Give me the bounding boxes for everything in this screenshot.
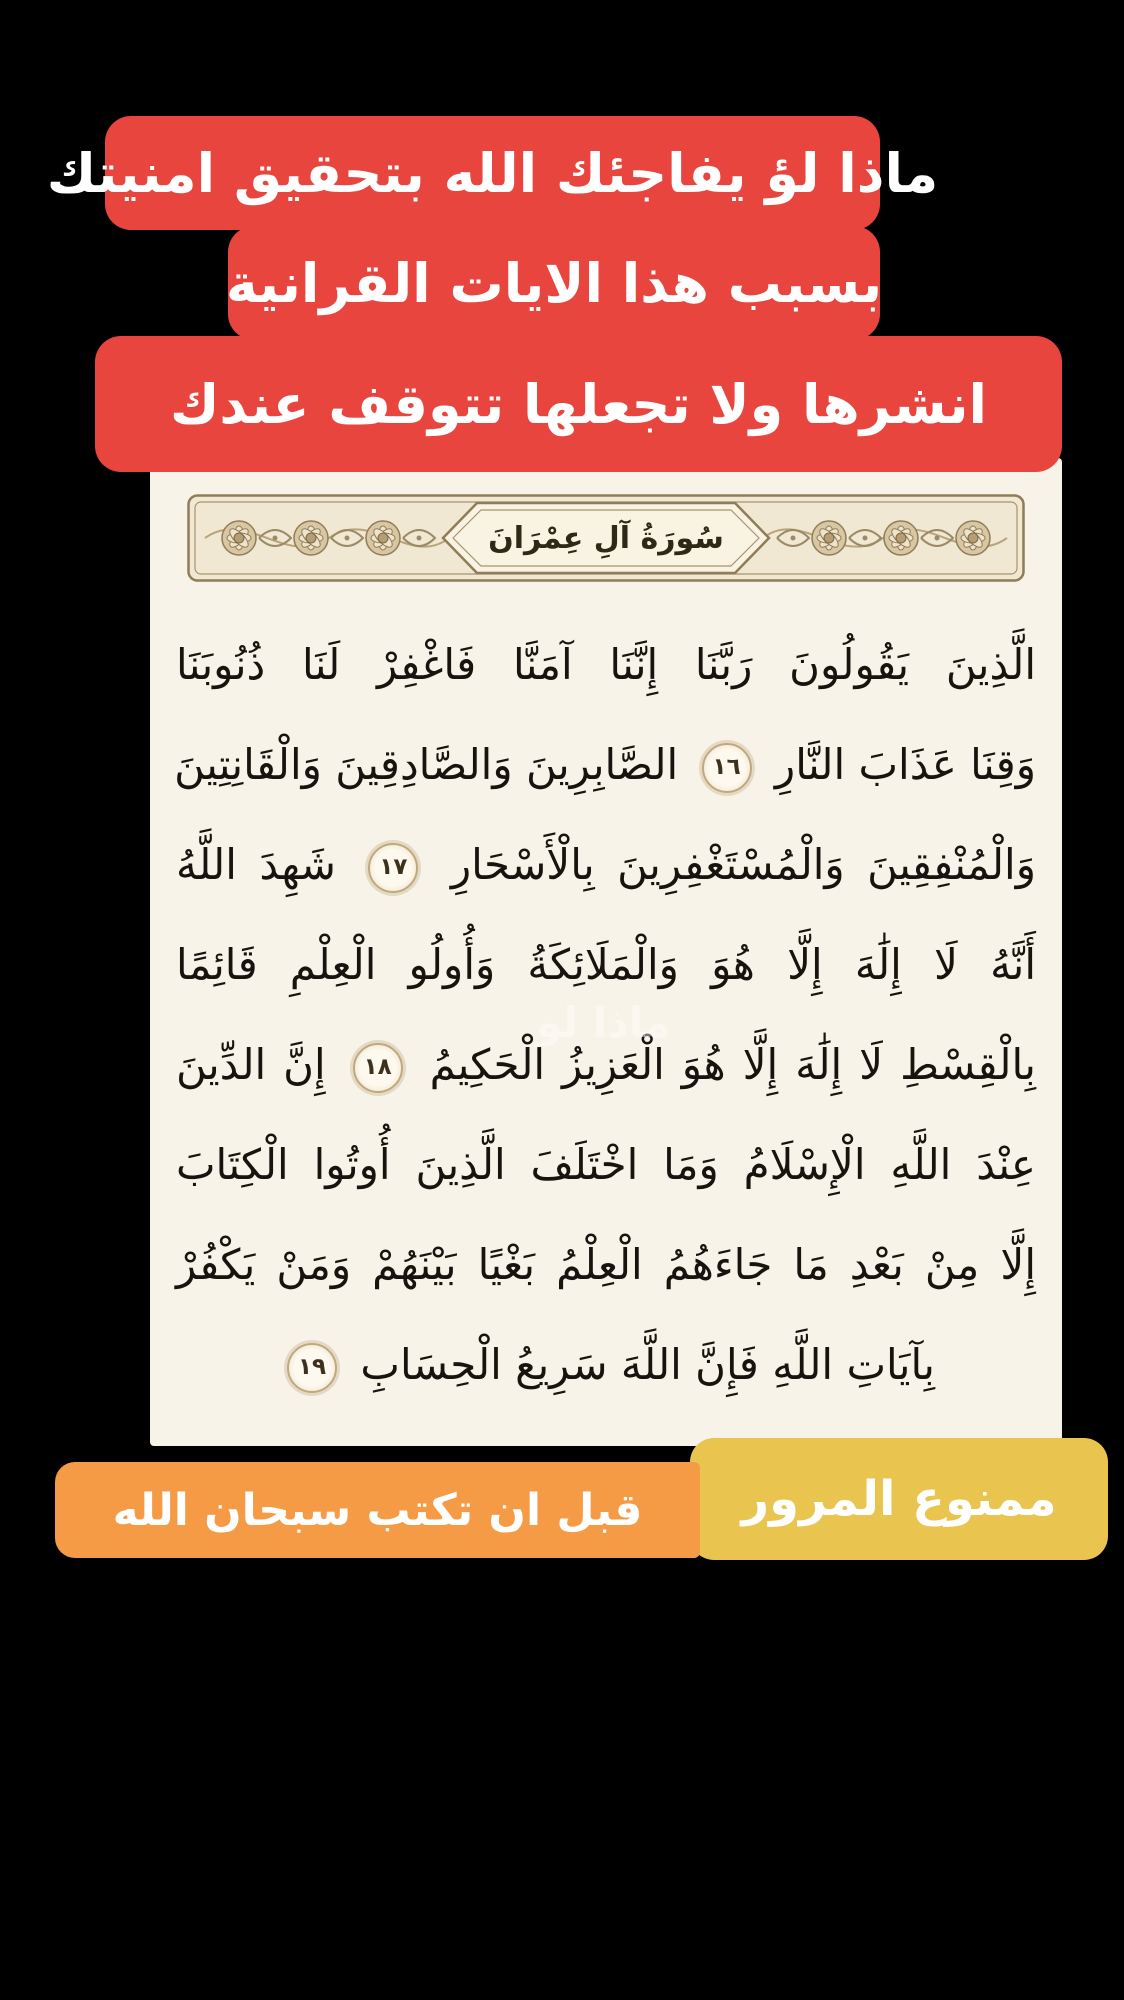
verse-text: وَالْمُنْفِقِينَ وَالْمُسْتَغْفِرِينَ بِالْأَسْحَارِ bbox=[450, 840, 1036, 889]
watermark-text: ماذا لو bbox=[536, 998, 671, 1047]
top-caption-line-1: ماذا لؤ يفاجئك الله بتحقيق امنيتك bbox=[105, 116, 880, 230]
ayah-number-marker: ١٦ bbox=[702, 743, 752, 793]
verse-text: الصَّابِرِينَ وَالصَّادِقِينَ وَالْقَانِتِينَ bbox=[174, 740, 679, 789]
ayah-number-marker: ١٨ bbox=[353, 1043, 403, 1093]
quran-line bbox=[176, 1215, 1036, 1315]
verse-text: وَقِنَا عَذَابَ النَّارِ bbox=[774, 740, 1036, 789]
quran-line bbox=[176, 715, 1036, 815]
ayah-number-marker: ١٧ bbox=[368, 843, 418, 893]
quran-line bbox=[176, 1315, 1036, 1415]
verse-text: عِنْدَ اللَّهِ الْإِسْلَامُ وَمَا اخْتَلَفَ الَّذِينَ أُوتُوا الْكِتَابَ bbox=[176, 1140, 1036, 1189]
verse-text: بِالْقِسْطِ لَا إِلَٰهَ إِلَّا هُوَ الْعَزِيزُ الْحَكِيمُ bbox=[429, 1040, 1036, 1089]
top-caption-line-2: بسبب هذا الايات القرانية bbox=[228, 226, 880, 340]
surah-title: سُورَةُ آلِ عِمْرَانَ bbox=[488, 520, 724, 556]
surah-header-band bbox=[187, 494, 1025, 582]
verse-text: أَنَّهُ لَا إِلَٰهَ إِلَّا هُوَ وَالْمَلَائِكَةُ وَأُولُو الْعِلْمِ قَائِمًا bbox=[176, 940, 1036, 989]
verse-text: إِلَّا مِنْ بَعْدِ مَا جَاءَهُمُ الْعِلْمُ بَغْيًا بَيْنَهُمْ وَمَنْ يَكْفُرْ bbox=[176, 1240, 1036, 1289]
top-caption-line-3: انشرها ولا تجعلها تتوقف عندك bbox=[95, 336, 1062, 472]
quran-page bbox=[150, 458, 1062, 1446]
verse-text: شَهِدَ اللَّهُ bbox=[176, 840, 336, 889]
verse-text: إِنَّ الدِّينَ bbox=[176, 1040, 326, 1089]
verse-text: الَّذِينَ يَقُولُونَ رَبَّنَا إِنَّنَا آمَنَّا فَاغْفِرْ لَنَا ذُنُوبَنَا bbox=[176, 640, 1036, 689]
quran-line bbox=[176, 1115, 1036, 1215]
before-you-write-banner: قبل ان تكتب سبحان الله bbox=[55, 1462, 700, 1558]
quran-line bbox=[176, 815, 1036, 915]
quran-line bbox=[176, 615, 1036, 715]
ayah-number-marker: ١٩ bbox=[287, 1343, 337, 1393]
no-passing-badge: ممنوع المرور bbox=[690, 1438, 1108, 1560]
verse-text: بِآيَاتِ اللَّهِ فَإِنَّ اللَّهَ سَرِيعُ الْحِسَابِ bbox=[360, 1340, 935, 1389]
